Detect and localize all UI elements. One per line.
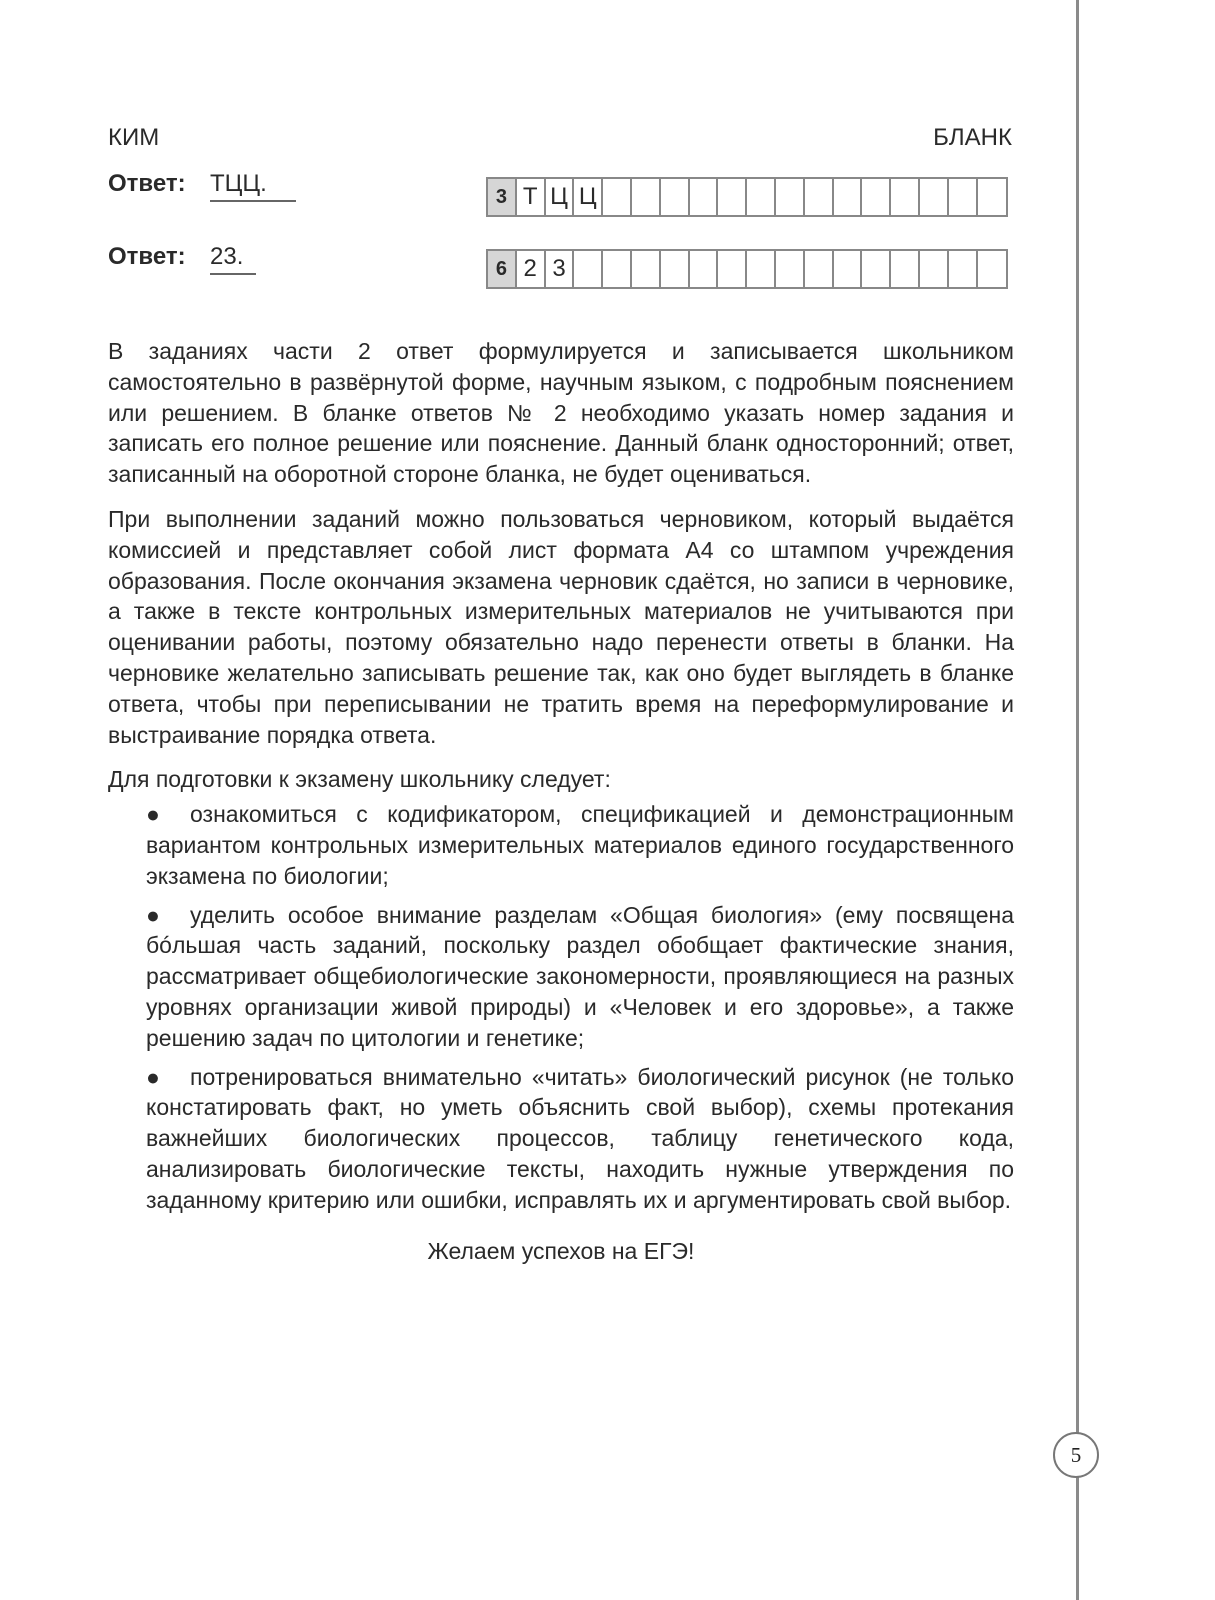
grid-cell: Ц bbox=[546, 179, 575, 215]
grid-cell bbox=[574, 251, 603, 287]
closing-wish: Желаем успехов на ЕГЭ! bbox=[427, 1237, 695, 1264]
grid-cell bbox=[747, 179, 776, 215]
grid-cell bbox=[805, 251, 834, 287]
grid-cell bbox=[690, 179, 719, 215]
grid-cell: Ц bbox=[574, 179, 603, 215]
grid-cell bbox=[661, 179, 690, 215]
list-item bbox=[108, 1062, 1014, 1216]
grid-cell bbox=[862, 179, 891, 215]
blank-heading: БЛАНК bbox=[933, 124, 1012, 151]
grid-cell bbox=[978, 251, 1007, 287]
paragraph-part2: В заданиях части 2 ответ формулируется и записывается школьником самостоятельно в развёрнутой форме, научным языком, с подробным пояснением или решением. В бланке ответов № 2 необходимо указать номер задания и записать его полное решение или пояснение. Данный бланк односторонний; ответ, записанный на оборотной стороне бланка, не будет оцениваться. bbox=[108, 338, 1014, 488]
answer-value: 23. bbox=[210, 243, 256, 275]
grid-cell bbox=[603, 179, 632, 215]
list-item-text: ознакомиться с кодификатором, спецификацией и демонстрационным вариантом контрольных измерительных материалов единого государственного экзамена по биологии; bbox=[146, 801, 1014, 889]
paragraph-draft: При выполнении заданий можно пользоваться черновиком, который выдаётся комиссией и представляет собой лист формата А4 со штампом учреждения образования. После окончания экзамена черновик сдаётся, но записи в черновике, а также в тексте контрольных измерительных материалов не учитываются при оценивании работы, поэтому обязательно надо перенести ответы в бланки. На черновике желательно записывать решение так, как оно будет выглядеть в бланке ответа, чтобы при переписывании не тратить время на переформулирование и выстраивание порядка ответа. bbox=[108, 505, 1014, 748]
body-text bbox=[108, 336, 1014, 1266]
grid-cell: 2 bbox=[517, 251, 546, 287]
grid-cell: Т bbox=[517, 179, 546, 215]
grid-cell bbox=[920, 251, 949, 287]
list-item-text: потренироваться внимательно «читать» биологический рисунок (не только констатировать факт, но уметь объяснить свой выбор), схемы протекания важнейших биологических процессов, таблицу генетического кода, анализировать биологические тексты, находить нужные утверждения по заданному критерию или ошибки, исправлять их и аргументировать свой выбор. bbox=[146, 1063, 1014, 1213]
grid-cell bbox=[632, 251, 661, 287]
grid-cell bbox=[949, 251, 978, 287]
answer-grid-2 bbox=[486, 249, 1008, 289]
bullet-icon: ● bbox=[146, 801, 160, 828]
grid-cell bbox=[949, 179, 978, 215]
answer-label: Ответ: bbox=[108, 170, 186, 197]
bullet-icon: ● bbox=[146, 901, 160, 928]
grid-cell bbox=[891, 179, 920, 215]
grid-cell bbox=[632, 179, 661, 215]
grid-cell bbox=[978, 179, 1007, 215]
bullet-icon: ● bbox=[146, 1063, 160, 1090]
grid-task-number: 6 bbox=[488, 251, 517, 287]
grid-cell bbox=[718, 179, 747, 215]
list-item bbox=[108, 900, 1014, 1054]
grid-cell bbox=[776, 179, 805, 215]
grid-cell bbox=[891, 251, 920, 287]
kim-heading: КИМ bbox=[108, 124, 160, 151]
grid-cell bbox=[834, 251, 863, 287]
list-item bbox=[108, 799, 1014, 891]
paragraph-prep-intro: Для подготовки к экзамену школьнику следует: bbox=[108, 766, 611, 793]
margin-rule bbox=[1076, 0, 1079, 1600]
prep-list bbox=[108, 799, 1014, 1215]
grid-cell bbox=[747, 251, 776, 287]
grid-cell bbox=[603, 251, 632, 287]
grid-cell bbox=[661, 251, 690, 287]
grid-cell bbox=[805, 179, 834, 215]
answer-label: Ответ: bbox=[108, 243, 186, 270]
grid-task-number: 3 bbox=[488, 179, 517, 215]
grid-cell bbox=[776, 251, 805, 287]
grid-cell bbox=[690, 251, 719, 287]
grid-cell bbox=[920, 179, 949, 215]
answer-value: ТЦЦ. bbox=[210, 170, 296, 202]
page-number: 5 bbox=[1053, 1432, 1099, 1478]
grid-cell: 3 bbox=[546, 251, 575, 287]
list-item-text: уделить особое внимание разделам «Общая биология» (ему посвящена бóльшая часть заданий, поскольку раздел обобщает фактические знания, рассматривает общебиологические закономерности, проявляющиеся на разных уровнях организации живой природы) и «Человек и его здоровье», а также решению задач по цитологии и генетике; bbox=[146, 901, 1014, 1051]
grid-cell bbox=[718, 251, 747, 287]
grid-cell bbox=[834, 179, 863, 215]
answer-grid-1 bbox=[486, 177, 1008, 217]
grid-cell bbox=[862, 251, 891, 287]
